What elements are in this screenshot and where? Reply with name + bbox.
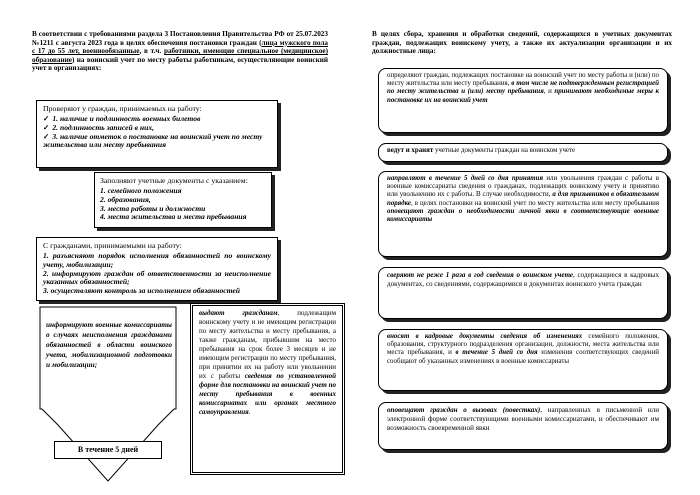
issue-text-1: , подлежащим воинскому учету и не имеющим регистрации по месту жительства и месту пребывания, а также гражданам, прибывшим на место пребывания на срок более 3 месяцев и не имеющим регистрации по месту пребывания, при принятии их на работу или увольнении их с работы xyxy=(199,309,337,380)
check-box xyxy=(36,100,278,168)
fill-box xyxy=(94,172,272,228)
deadline-text: В течение 5 дней xyxy=(77,445,139,454)
hire-box xyxy=(36,237,278,301)
fill-box-list xyxy=(100,187,266,222)
left-intro-underline-2: работники, имеющие специальное (медицинское) образование xyxy=(32,47,328,64)
list-item: 2. информируют граждан об ответственности за неисполнение указанных обязанностей; xyxy=(43,268,271,287)
right-box-keep: ведут и хранят учетные документы граждан на воинском учете xyxy=(378,143,668,162)
left-intro-text-2: , в т.ч. xyxy=(139,47,164,56)
list-item: ✓ 1. наличие и подлинность военных билетов xyxy=(43,114,201,123)
right-box-changes: вносят в кадровые документы сведения об изменениях семейного положения, образования, структурного подразделения организации, должности, места жительства или места пребывания, и в течение 5 дней со дня изменения соответствующих сведений сообщают об указанных изменениях в военные комиссариаты xyxy=(378,329,668,391)
issue-box xyxy=(190,303,345,475)
list-item: 3. осуществляют контроль за исполнением обязанностей xyxy=(43,286,241,296)
check-mark-icon: ✓ xyxy=(43,131,50,141)
right-box-notify: оповещают граждан о вызовах (повестках), направленных в письменной или электронной форме соответствующими военными комиссариатами, и обеспечивают им возможность своевременной явки xyxy=(378,402,668,450)
deadline-box xyxy=(54,441,162,459)
list-item: 1. разъясняют порядок исполнения обязанностей по воинскому учету, мобилизации; xyxy=(43,251,271,269)
list-item: 1. семейного положения xyxy=(100,186,182,195)
right-box-send: направляют в течение 5 дней со дня принятия или увольнения граждан с работы в военные комиссариаты сведения о гражданах, подлежащих воинскому учету и принятию или увольнению их с работы. В случае необходимости, а для призывников в обязательном порядке, в целях постановки на воинский учет по месту жительства или месту пребывания оповещают граждан о необходимости личной явки в соответствующие военные комиссариаты xyxy=(378,171,668,257)
hire-box-lead: С гражданами, принимаемыми на работу: xyxy=(43,241,182,250)
fill-box-lead: Заполняют учетные документы с указанием: xyxy=(100,176,248,185)
right-box-define: определяют граждан, подлежащих постановке на воинский учет по месту работы и (или) по месту жительства или месту пребывания, в том числе не подтвержденным регистрацией по месту жительства и (или) месту пребывания, и принимают необходимые меры к постановке их на воинский учет xyxy=(378,68,668,133)
check-mark-icon: ✓ xyxy=(43,122,50,132)
check-box-list xyxy=(43,115,271,150)
list-item: 4. места жительства и места пребывания xyxy=(100,212,247,222)
inform-box xyxy=(46,320,172,370)
list-item: ✓ 3. наличие отметок о постановке на воинский учет по месту жительства или месту пребывания xyxy=(43,131,263,150)
list-item: 2. образования, xyxy=(100,194,151,204)
issue-text-2: . xyxy=(248,408,251,416)
inform-text: информируют военные комиссариаты о случаях неисполнения гражданами обязанностей в области воинского учета, мобилизационной подготовки и мобилизации; xyxy=(46,320,172,369)
left-intro-text-3: ) на воинский учет по месту работы работникам, осуществляющие воинский учет в организациях: xyxy=(32,55,328,73)
right-intro: В целях сбора, хранения и обработки сведений, содержащихся в учетных документах граждан, подлежащих воинскому учету, а также их актуализации организации и их должностные лица: xyxy=(372,30,672,56)
check-box-lead: Проверяют у граждан, принимаемых на работу: xyxy=(43,104,202,113)
list-item: ✓ 2. подлинность записей в них, xyxy=(43,122,155,132)
hire-box-list xyxy=(43,252,271,296)
issue-bold-1: выдают гражданам xyxy=(199,309,278,317)
list-item: 3. места работы и должности xyxy=(100,203,206,213)
issue-bold-2: сведения по установленной форме для постановки на воинский учет по месту пребывания в военных комиссариатах или органах местного самоуправления xyxy=(199,372,336,416)
right-box-reconcile: сверяют не реже 1 раза в год сведения о воинском учете, содержащиеся в кадровых документах, со сведениями, содержащимися в документах воинского учета граждан xyxy=(378,267,668,319)
left-intro-underline-1: лица мужского пола с 17 до 55 лет, военнообязанные xyxy=(32,38,328,56)
left-intro-text-1: В соответствии с требованиями раздела 3 Постановления Правительства РФ от 25.07.2023 №1211 с августа 2023 года в целях обеспечения постановки граждан ( xyxy=(32,30,328,47)
check-mark-icon: ✓ xyxy=(43,114,50,123)
left-intro xyxy=(32,30,328,73)
